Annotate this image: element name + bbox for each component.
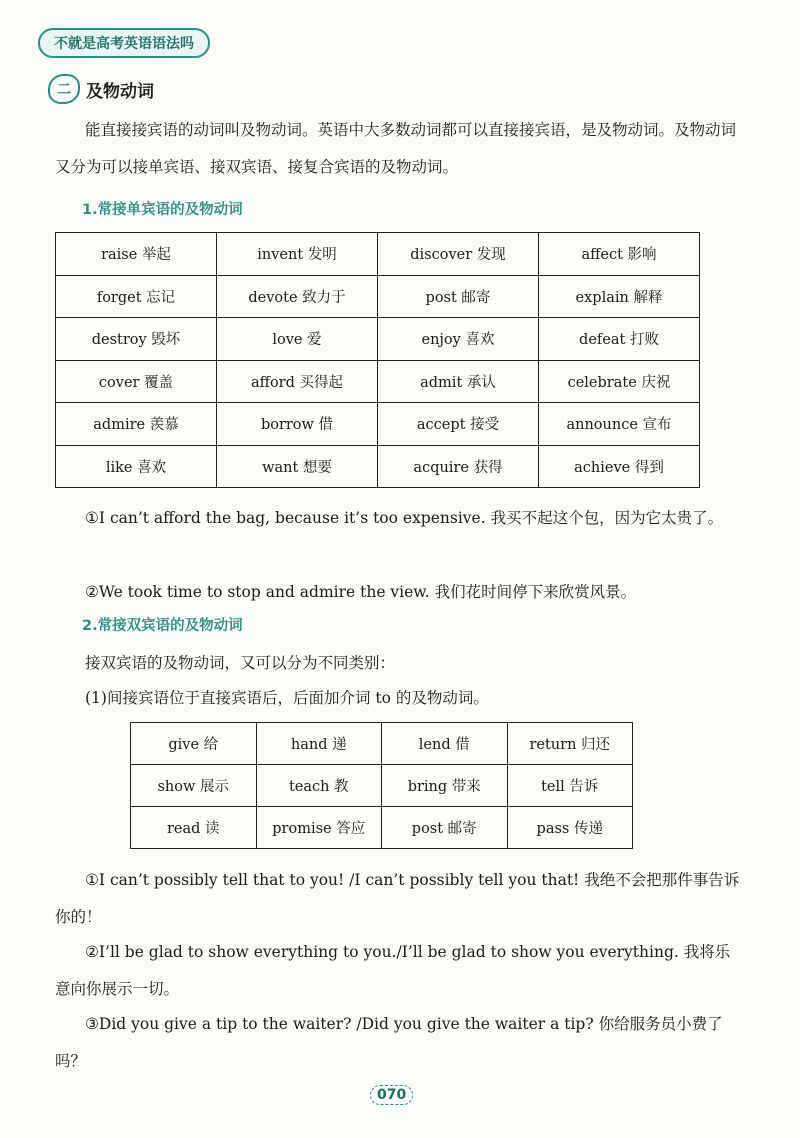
verb-table-1-row [56, 318, 700, 361]
verb-table-1-cell: forget 忘记 [56, 275, 217, 318]
verb-table-1-cell: want 想要 [217, 445, 378, 488]
verb-table-1-cell: discover 发现 [378, 233, 539, 276]
verb-table-2-cell: lend 借 [382, 723, 508, 765]
double-object-verb-table [130, 722, 633, 849]
verb-table-1-cell: like 喜欢 [56, 445, 217, 488]
verb-table-1-row [56, 360, 700, 403]
verb-table-2-cell: read 读 [131, 807, 257, 849]
verb-table-2-row [131, 723, 633, 765]
verb-table-2-cell: promise 答应 [256, 807, 382, 849]
verb-table-2-cell: bring 带来 [382, 765, 508, 807]
verb-table-2-cell: show 展示 [131, 765, 257, 807]
verb-table-2-cell: post 邮寄 [382, 807, 508, 849]
verb-table-1-row [56, 275, 700, 318]
example-2-2: ②I’ll be glad to show everything to you./I’ll be glad to show you everything. 我将乐意向你展示一切。 [55, 943, 731, 998]
verb-table-2-row [131, 807, 633, 849]
verb-table-1-cell: love 爱 [217, 318, 378, 361]
verb-table-1-cell: acquire 获得 [378, 445, 539, 488]
section-title: 及物动词 [86, 81, 154, 102]
verb-table-1-cell: admire 羡慕 [56, 403, 217, 446]
verb-table-2-cell: return 归还 [507, 723, 633, 765]
verb-table-1-cell: raise 举起 [56, 233, 217, 276]
subsection-2-description: 接双宾语的及物动词，又可以分为不同类别： [85, 654, 396, 672]
verb-table-1-cell: afford 买得起 [217, 360, 378, 403]
section-heading [48, 74, 154, 104]
verb-table-1-cell: achieve 得到 [539, 445, 700, 488]
verb-table-2-cell: tell 告诉 [507, 765, 633, 807]
verb-table-1-row [56, 233, 700, 276]
verb-table-1-cell: destroy 毁坏 [56, 318, 217, 361]
verb-table-1-cell: accept 接受 [378, 403, 539, 446]
verb-table-1-cell: explain 解释 [539, 275, 700, 318]
verb-table-1-cell: celebrate 庆祝 [539, 360, 700, 403]
verb-table-1-cell: enjoy 喜欢 [378, 318, 539, 361]
verb-table-1-cell: invent 发明 [217, 233, 378, 276]
verb-table-1-cell: devote 致力于 [217, 275, 378, 318]
verb-table-1-cell: defeat 打败 [539, 318, 700, 361]
verb-table-2-cell: hand 递 [256, 723, 382, 765]
example-2-3: ③Did you give a tip to the waiter? /Did you give the waiter a tip? 你给服务员小费了吗？ [55, 1015, 723, 1070]
subsection-2-item-1: (1)间接宾语位于直接宾语后，后面加介词 to 的及物动词。 [85, 689, 489, 707]
example-1-2: ②We took time to stop and admire the view. 我们花时间停下来欣赏风景。 [85, 583, 637, 601]
verb-table-1-cell: affect 影响 [539, 233, 700, 276]
subsection-title-1: 1.常接单宾语的及物动词 [82, 202, 243, 218]
verb-table-1-row [56, 445, 700, 488]
verb-table-2-cell: pass 传递 [507, 807, 633, 849]
verb-table-1-cell: borrow 借 [217, 403, 378, 446]
header-badge: 不就是高考英语语法吗 [38, 28, 210, 58]
example-2-1: ①I can’t possibly tell that to you! /I can’t possibly tell you that! 我绝不会把那件事告诉你的！ [55, 871, 740, 926]
example-1-1: ①I can’t afford the bag, because it’s too expensive. 我买不起这个包，因为它太贵了。 [85, 509, 724, 527]
verb-table-2-cell: teach 教 [256, 765, 382, 807]
verb-table-2-cell: give 给 [131, 723, 257, 765]
verb-table-1-cell: cover 覆盖 [56, 360, 217, 403]
page-number: 070 [370, 1085, 413, 1105]
subsection-title-2: 2.常接双宾语的及物动词 [82, 618, 243, 634]
verb-table-1-row [56, 403, 700, 446]
verb-table-1-cell: post 邮寄 [378, 275, 539, 318]
section-number-icon: 二 [48, 74, 80, 104]
verb-table-1-cell: admit 承认 [378, 360, 539, 403]
verb-table-2-row [131, 765, 633, 807]
verb-table-1-cell: announce 宣布 [539, 403, 700, 446]
intro-paragraph: 能直接接宾语的动词叫及物动词。英语中大多数动词都可以直接接宾语，是及物动词。及物动词又分为可以接单宾语、接双宾语、接复合宾语的及物动词。 [55, 121, 737, 176]
single-object-verb-table [55, 232, 700, 488]
